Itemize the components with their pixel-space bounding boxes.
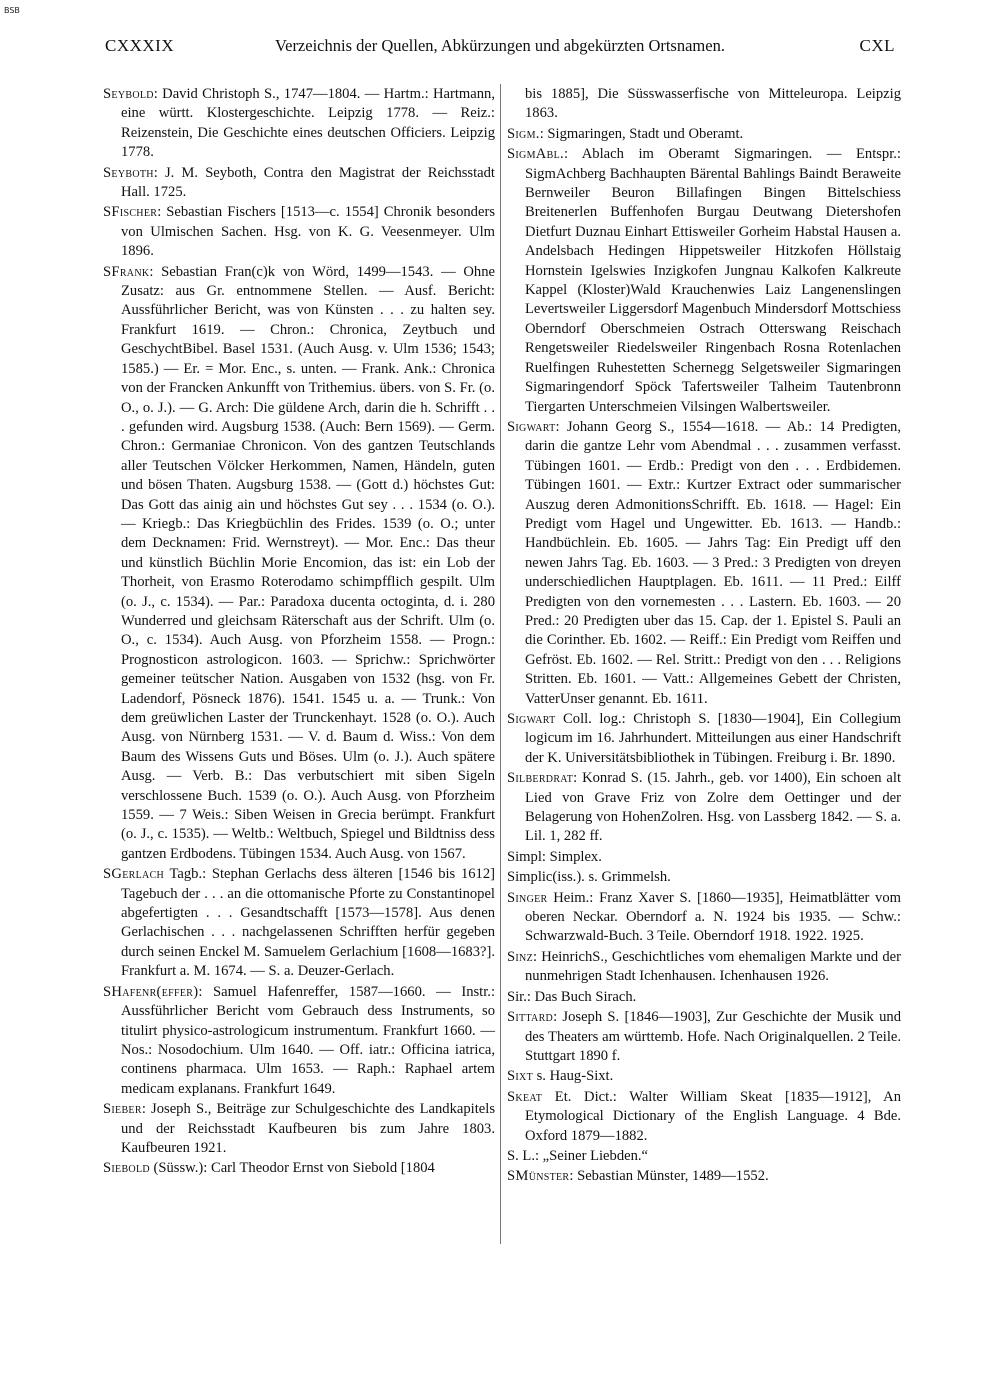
entry-text: : Ablach im Oberamt Sigmaringen. — Entspr.: SigmAchberg Bachhaupten Bärental Bahlings Baindt Beraweite Bernweiler Beuron Billafingen Bingen Bittelschiess Breitenerlen Buffenhofen Burgau Deutwang Dietershofen Dietfurt Duznau Einhart Ettisweiler Gorheim Habstal Hausen a. Andelsbach Hedingen Hippetsweiler Hitzkofen Höllstaig Hornstein Igelswies Inzigkofen Jungnau Kalkofen Kalkreute Kappel (Kloster)Wald Krauchenwies Laiz Langenenslingen Levertsweiler Liggersdorf Magenbuch Mindersdorf Mottschiess Oberndorf Oberschmeien Ostrach Otterswang Reischach Rengetsweiler Riedelsweiler Ringenbach Rosna Rotenlachen Ruelfingen Ruhestetten Schernegg Selgetsweiler Sigmaringen Sigmaringendorf Spöck Tafertsweiler Talheim Tautenbronn Tiergarten Unterschmeien Vilsingen Walbertsweiler. — [525, 146, 901, 415]
entry-text: Simplic(iss.). s. Grimmelsh. — [507, 869, 671, 886]
entry-text: : Joseph S. [1846—1903], Zur Geschichte der Musik und des Theaters am württemb. Hofe. Nach Originalquellen. 2 Teile. Stuttgart 1890 f. — [525, 1009, 901, 1064]
entry-seyboth — [103, 164, 495, 203]
entry-sfischer — [103, 203, 495, 261]
entry-sir — [507, 988, 901, 1007]
entry-text: : Sigmaringen, Stadt und Oberamt. — [539, 125, 744, 142]
entry-sittard — [507, 1008, 901, 1066]
entry-seybold — [103, 85, 495, 163]
library-stamp: BSB — [4, 6, 20, 15]
entry-key: SGerlach — [103, 866, 165, 883]
page-number-right: CXL — [859, 36, 895, 55]
entry-sinz — [507, 948, 901, 987]
entry-skeat — [507, 1088, 901, 1146]
entry-text: : Joseph S., Beiträge zur Schulgeschichte des Landkapitels und der Reichsstadt Kaufbeuren bis zum Jahre 1803. Kaufbeuren 1921. — [121, 1101, 495, 1156]
entry-sigwart-coll — [507, 710, 901, 768]
entry-key: Seyboth — [103, 164, 154, 181]
entry-text: : David Christoph S., 1747—1804. — Hartm.: Hartmann, eine württ. Klostergeschichte. Leipzig 1778. — Reiz.: Reizenstein, Die Geschichte eines deutschen Officiers. Leipzig 1778. — [121, 86, 495, 161]
left-column — [103, 85, 495, 1180]
entry-text: : Sebastian Münster, 1489—1552. — [569, 1168, 769, 1185]
page-number-left: CXXXIX — [105, 36, 175, 55]
entry-siebold — [103, 1159, 495, 1178]
entry-key: SFischer — [103, 204, 158, 221]
entry-text: : J. M. Seyboth, Contra den Magistrat der Reichsstadt Hall. 1725. — [121, 164, 495, 201]
entry-simplic — [507, 868, 901, 887]
entry-text: Sir.: Das Buch Sirach. — [507, 988, 637, 1005]
entry-text: Et. Dict.: Walter William Skeat [1835—1912], An Etymological Dictionary of the English Language. 4 Bde. Oxford 1879—1882. — [525, 1088, 901, 1144]
entry-key: Silberdrat — [507, 770, 574, 787]
entry-text: bis 1885], Die Süsswasserfische von Mitteleuropa. Leipzig 1863. — [525, 86, 901, 122]
entry-sigwart — [507, 418, 901, 709]
entry-key: Sigwart — [507, 418, 556, 435]
entry-key: SMünster — [507, 1168, 570, 1185]
entry-sixt — [507, 1067, 901, 1086]
entry-key: Sixt — [507, 1068, 533, 1085]
entry-key: SFrank — [103, 263, 150, 280]
entry-text: Coll. log.: Christoph S. [1830—1904], Ein Collegium logicum im 16. Jahrhundert. Mitteilungen aus einer Handschrift der K. Universitätsbibliothek in Tübingen. Freiburg i. Br. 1890. — [525, 711, 901, 766]
page-header — [0, 36, 1000, 66]
entry-text: : HeinrichS., Geschichtliches vom ehemaligen Markte und der nunmehrigen Stadt Ichenhausen. Ichenhausen 1926. — [525, 948, 901, 985]
entry-key: Singer — [507, 889, 548, 906]
entry-text: : Samuel Hafenreffer, 1587—1660. — Instr.: Aussführlicher Bericht vom Gebrauch dess Instruments, so titulirt physico-astrologicum instrumentum. Frankfurt 1660. — Nos.: Nosodochium. Ulm 1640. — Off. iatr.: Officina iatrica, continens pharmaca. Ulm 1653. — Raph.: Raphael artem medicam explanans. Frankfurt 1649. — [121, 983, 495, 1097]
entry-key: Seybold — [103, 86, 154, 102]
entry-key: SHafenr(effer) — [103, 983, 199, 1000]
entry-text: S. L.: „Seiner Liebden.“ — [507, 1147, 649, 1164]
page-title: Verzeichnis der Quellen, Abkürzungen und abgekürzten Ortsnamen. — [275, 36, 725, 55]
entry-sgerlach — [103, 865, 495, 981]
entry-text: (Süssw.): Carl Theodor Ernst von Siebold [1804 — [149, 1160, 435, 1177]
entry-key: Sigm. — [507, 125, 540, 142]
entry-sfrank — [103, 263, 495, 865]
entry-singer — [507, 889, 901, 947]
entry-text: s. Haug-Sixt. — [532, 1068, 614, 1085]
entry-sieber — [103, 1100, 495, 1158]
entry-sl — [507, 1147, 901, 1166]
entry-text: Tagb.: Stephan Gerlachs dess älteren [1546 bis 1612] Tagebuch der . . . an die ottomanische Pforte zu Constantinopel abgefertigten . . . Gesandtschafft [1573—1578]. Aus denen Gerlachischen . . . nachgelassenen Schrifften herfür gegeben durch seinen Enckel M. Samuelem Gerlachium [1608—1683?]. Frankfurt a. M. 1674. — S. a. Deuzer-Gerlach. — [121, 866, 495, 980]
entry-key: Skeat — [507, 1088, 543, 1105]
entry-siebold-continued — [507, 85, 901, 124]
entry-key: Sieber — [103, 1101, 142, 1118]
entry-key: Sittard — [507, 1009, 554, 1026]
entry-key: Sinz — [507, 948, 533, 965]
entry-text: Heim.: Franz Xaver S. [1860—1935], Heimatblätter vom oberen Neckar. Oberndorf a. N. 1924 bis 1935. — Schw.: Schwarzwald-Buch. 3 Teile. Oberndorf 1918. 1922. 1925. — [525, 889, 901, 945]
entry-sigmabl — [507, 145, 901, 417]
right-column — [507, 85, 901, 1188]
entry-key: Sigwart — [507, 711, 556, 727]
entry-text: Simpl: Simplex. — [507, 848, 602, 865]
entry-silberdrat — [507, 769, 901, 847]
entry-shafenreffer — [103, 983, 495, 1099]
entry-smunster — [507, 1167, 901, 1186]
entry-text: : Sebastian Fran(c)k von Wörd, 1499—1543. — Ohne Zusatz: aus Gr. entnommene Stellen. — Ausf. Bericht: Aussführlicher Bericht, was von Künsten . . . zu halten sey. Frankfurt 1619. — Chron.: Chronica, Zeytbuch und GeschychtBibel. Basel 1531. (Auch Ausg. v. Ulm 1536; 1543; 1585.) — Er. = Mor. Enc., s. unten. — Frank. Ank.: Chronica von der Francken Ankunfft von Trithemius. übers. von S. Fr. (o. O., o. J.). — G. Arch: Die güldene Arch, darin die h. Schrifft . . . gefunden wird. Augsburg 1538. (Auch: Bern 1569). — Germ. Chron.: Germaniae Chronicon. Von des gantzen Teutschlands aller Teutschen Völcker Herkommen, Namen, Händeln, guten und bösen Thaten. Augsburg 1538. — (Gott d.) höchstes Gut: Das Gott das ainig ain und höchstes Gut sey . . . 1534 (o. O.). — Kriegb.: Das Kriegbüchlin des Frides. 1539 (o. O.; unter dem Decknamen: Frid. Wernstreyt). — Mor. Enc.: Das theur und künstlich Büchlin Morie Encomion, das ist: ein Lob der Thorheit, von Erasmo Roterodamo schimpfflich gespilt. Ulm (o. J., c. 1534). — Par.: Paradoxa ducenta octoginta, d. i. 280 Wunderred und gleichsam Räterschaft aus der Schrift. Ulm (o. O., c. 1534). Auch Ausg. von Pforzheim 1558. — Progn.: Prognosticon astrologicon. 1603. — Sprichw.: Sprichwörter gemeiner teütscher Nation. Ausgaben von 1532 (hsg. von Fr. Ladendorf, Pösneck 1876). 1541. 1545 u. a. — Trunk.: Von dem greüwlichen Laster der Trunckenhayt. 1528 (o. O.). Auch Ausg. von Nürnberg 1531. — V. d. Baum d. Wiss.: Von dem Baum des Wissens Guts und Böses. Ulm (o. J.). Auch spätere Ausg. — Verb. B.: Das verbutschiert mit siben Sigeln verschlossene Buch. 1539 (o. O.). Auch Ausg. von Pforzheim 1559. — 7 Weis.: Siben Weisen in Grecia berümpt. Frankfurt (o. J., c. 1535). — Weltb.: Weltbuch, Spiegel und Bildtniss dess gantzen Erdbodens. Tübingen 1534. Auch Ausg. von 1567. — [121, 263, 495, 862]
entry-key: Siebold — [103, 1160, 150, 1177]
entry-simpl — [507, 848, 901, 867]
entry-key: SigmAbl. — [507, 146, 564, 163]
entry-text: : Konrad S. (15. Jahrh., geb. vor 1400), Ein schoen alt Lied von Grave Friz von Zolre dem Oettinger und der Belagerung von HohenZolren. Hsg. von Lassberg 1842. — S. a. Lil. 1, 282 ff. — [525, 770, 901, 845]
entry-sigm — [507, 125, 901, 144]
entry-text: : Johann Georg S., 1554—1618. — Ab.: 14 Predigten, darin die gantze Lehr vom Abendmal . . . zusammen verfasst. Tübingen 1601. — Erdb.: Predigt von den . . . Erdbidemen. Tübingen 1601. — Extr.: Kurtzer Extract oder summarischer Auszug deren AdmonitionsSchrifft. Eb. 1618. — Hagel: Ein Predigt vom Hagel und Ungewitter. Eb. 1613. — Handb.: Handbüchlein. Eb. 1605. — Jahrs Tag: Ein Predigt uff den newen Jahrs Tag. Eb. 1603. — 3 Pred.: 3 Predigten von dreyen underschiedlichen Hauptplagen. Eb. 1611. — 11 Pred.: Eilff Predigten von den vornemesten . . . Lastern. Eb. 1603. — 20 Pred.: 20 Predigten uber das 15. Cap. der 1. Epistel S. Pauli an die Corinther. Eb. 1602. — Reiff.: Ein Predigt vom Reiffen und Gefröst. Eb. 1602. — Rel. Stritt.: Predigt von den . . . Religions Stritten. Eb. 1601. — Vatt.: Allgemeines Gebett der Christen, VatterUnser genannt. Eb. 1611. — [525, 418, 901, 707]
column-divider — [500, 84, 501, 1244]
entry-text: : Sebastian Fischers [1513—c. 1554] Chronik besonders von Ulmischen Sachen. Hsg. von K. G. Veesenmeyer. Ulm 1896. — [121, 204, 495, 260]
